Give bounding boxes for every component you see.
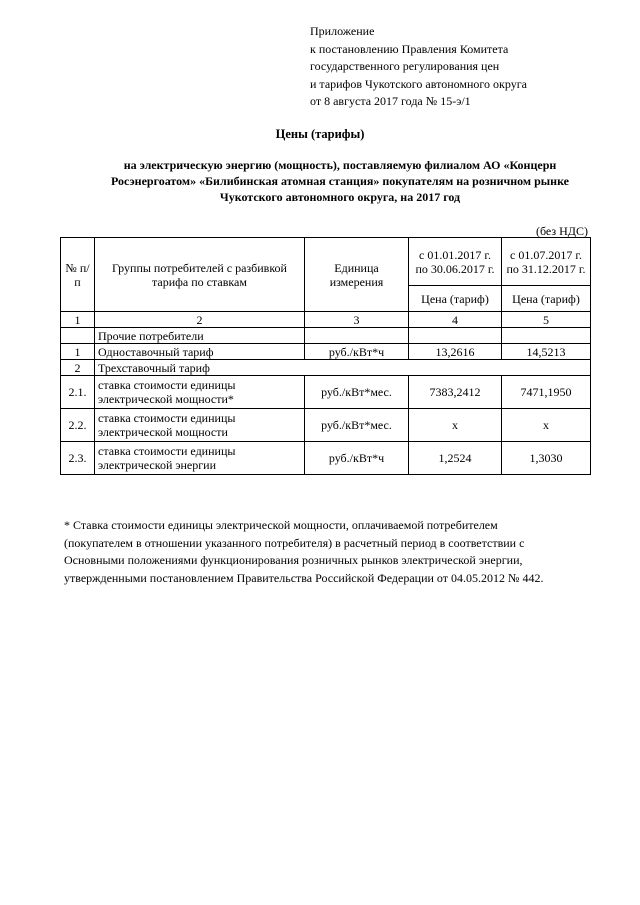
column-number: 5 [502,312,591,328]
appendix-block [310,23,527,111]
row-price-1: х [409,409,502,442]
section-other-label: Прочие потребители [95,328,305,344]
document-title: Цены (тарифы) [275,127,365,141]
table-cell [61,328,95,344]
row-num: 2.1. [61,376,95,409]
section-three-label: Трехставочный тариф [95,360,591,376]
row-name: ставка стоимости единицы электрической энергии [95,442,305,475]
header-period-1: с 01.01.2017 г. по 30.06.2017 г. [409,238,502,286]
row-name: Одноставочный тариф [95,344,305,360]
row-price-1: 1,2524 [409,442,502,475]
footnote-line: (покупателем в отношении указанного потребителя) в расчетный период в соответствии с [64,535,525,550]
row-unit: руб./кВт*ч [305,442,409,475]
document-subtitle [90,157,590,205]
row-name: ставка стоимости единицы электрической мощности* [95,376,305,409]
footnote-line: утвержденными постановлением Правительства Российской Федерации от 04.05.2012 № 442. [64,570,544,585]
header-period-2: с 01.07.2017 г. по 31.12.2017 г. [502,238,591,286]
table-header-row [61,238,591,286]
row-name: ставка стоимости единицы электрической мощности [95,409,305,442]
appendix-line: от 8 августа 2017 года № 15-э/1 [310,94,471,108]
row-num: 1 [61,344,95,360]
table-row [61,409,591,442]
table-row [61,344,591,360]
row-unit: руб./кВт*мес. [305,409,409,442]
header-num: № п/п [61,238,95,312]
table-row [61,376,591,409]
row-num: 2.3. [61,442,95,475]
subtitle-line: Росэнергоатом» «Билибинская атомная станция» покупателям на розничном рынке [110,174,570,188]
table-row [61,442,591,475]
column-number: 3 [305,312,409,328]
appendix-line: государственного регулирования цен [310,59,500,73]
vat-note: (без НДС) [535,224,588,238]
column-number: 1 [61,312,95,328]
header-price-1: Цена (тариф) [409,286,502,312]
column-numbers-row [61,312,591,328]
footnote [64,517,604,587]
header-unit: Единица измерения [305,238,409,312]
section-row [61,360,591,376]
footnote-line: Основными положениями функционирования розничных рынков электрической энергии, [64,553,523,567]
header-groups: Группы потребителей с разбивкой тарифа по ставкам [95,238,305,312]
subtitle-line: на электрическую энергию (мощность), поставляемую филиалом АО «Концерн [123,158,557,172]
row-price-2: 1,3030 [502,442,591,475]
row-num: 2.2. [61,409,95,442]
row-price-1: 13,2616 [409,344,502,360]
subtitle-line: Чукотского автономного округа, на 2017 год [219,190,461,204]
table-cell [305,328,409,344]
section-row [61,328,591,344]
tariff-table [60,237,591,475]
section-three-num: 2 [61,360,95,376]
column-number: 4 [409,312,502,328]
row-price-2: 14,5213 [502,344,591,360]
row-price-2: 7471,1950 [502,376,591,409]
header-price-2: Цена (тариф) [502,286,591,312]
table-cell [409,328,502,344]
appendix-line: и тарифов Чукотского автономного округа [310,76,527,91]
footnote-line: * Ставка стоимости единицы электрической мощности, оплачиваемой потребителем [64,518,498,532]
row-price-2: х [502,409,591,442]
appendix-line: Приложение [310,24,375,38]
row-unit: руб./кВт*ч [305,344,409,360]
row-price-1: 7383,2412 [409,376,502,409]
table-cell [502,328,591,344]
appendix-line: к постановлению Правления Комитета [310,41,509,56]
row-unit: руб./кВт*мес. [305,376,409,409]
column-number: 2 [95,312,305,328]
